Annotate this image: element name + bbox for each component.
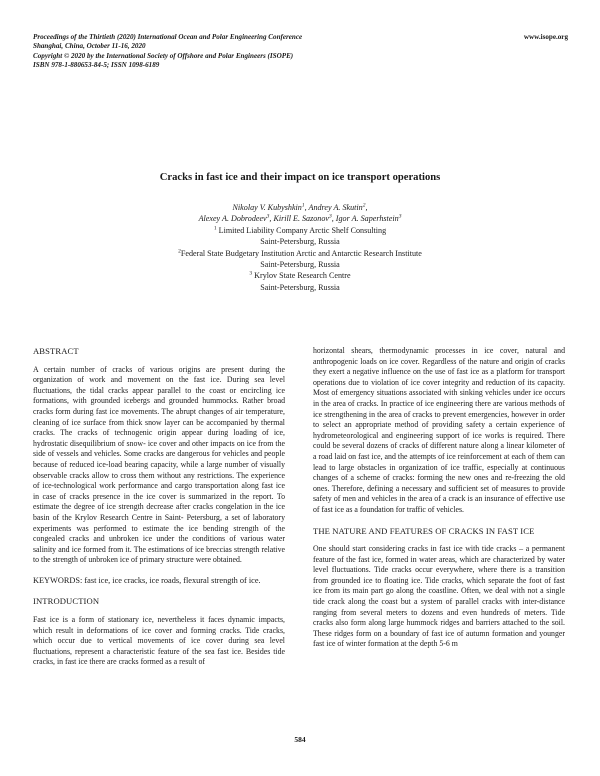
text-line: dozens of cracks of different nature along a linear kilometer of a road <box>313 441 565 461</box>
text-line: the soil. These ridges form on a boundary of fast ice of autumn <box>313 618 565 638</box>
introduction-heading: INTRODUCTION <box>33 596 100 607</box>
text-line: Fast ice is a form of stationary ice, nevertheless it faces dynamic <box>33 615 255 625</box>
abstract-heading: ABSTRACT <box>33 346 79 356</box>
text-line: continuous changes of a scheme of cracks: forming the new ones and <box>313 462 565 483</box>
text-line: can lead to large obstacles in organization of ice traffic, especially at <box>313 451 565 472</box>
header-conference: Proceedings of the Thirtieth (2020) International Ocean and Polar Engineering Conference <box>33 33 303 41</box>
text-line: Regardless of the nature and origin of cracks they exert a negative <box>313 356 566 377</box>
text-line: under the conditions of various water salinity and ice formed from it. <box>33 534 285 554</box>
text-line: cracks allow to cross them without any restrictions. The experience of <box>33 470 285 491</box>
text-line: permanent feature of the fast ice, formed in water areas, which are <box>313 544 565 564</box>
affiliation-3: $^3$ Krylov State Research Centre <box>249 270 351 281</box>
left-column <box>33 346 285 668</box>
text-line: Rather broad cracks form during fast ice movements. The abrupt <box>33 396 285 416</box>
text-line: horizontal shears, thermodynamic processes in ice cover, natural and <box>313 346 565 355</box>
text-line: ice cover and other impacts on ice from the side of vessels and vehicles. <box>33 438 285 459</box>
author-line-2: Alexey A. Dobrodeev$^3$, Kirill E. Sazonov$^3$, Igor A. Saperhstein$^3$ <box>198 213 402 224</box>
text-line: report. To estimate the degree of ice strength decrease after cracks <box>33 491 285 512</box>
text-line: ice. Besides tide cracks, in fast ice there are cracks formed as a result of <box>33 646 285 667</box>
text-line: The estimations of ice breccias strength relative to the strength of <box>33 544 286 565</box>
authors-block <box>30 202 570 293</box>
affiliation-1: $^1$ Limited Liability Company Arctic Shelf Consulting <box>213 225 387 235</box>
nature-section-text <box>313 544 565 650</box>
text-line: providing safety a certain experience of hydrometeorological and <box>313 420 565 440</box>
text-line: everywhere, where there is a transition from grounded ice to floating <box>313 565 565 585</box>
text-line: impacts, which result in deformations of ice cover and forming cracks. <box>33 615 286 635</box>
text-line: set of measures to provide safety of men and vehicles in the area of a <box>313 483 565 504</box>
header-location: Shanghai, China, October 11-16, 2020 <box>33 42 146 51</box>
text-line: ice-load bearing capacity, while a large number of visually observable <box>33 459 285 480</box>
introduction-text <box>33 615 285 668</box>
abstract-text <box>33 365 285 566</box>
text-line: engineering support of ice works is required. There could be several <box>313 430 565 451</box>
affiliation-2: $^2$Federal State Budgetary Institution Arctic and Antarctic Research Institute <box>178 247 422 258</box>
keywords-text: fast ice, ice cracks, ice roads, flexural strength of ice. <box>82 575 261 585</box>
text-line: ice-technological work performance and cargo transportation along fast <box>42 481 273 491</box>
text-line: layer can be accompanied by thermal cracks. The cracks of technogenic <box>33 417 285 438</box>
text-line: unbroken ice of primary structure were obtained. <box>88 555 242 565</box>
text-line: ice formations, with grounded icebergs and grounded hummocks. <box>33 385 285 406</box>
text-line: anthropogenic loads on ice cover. <box>313 356 420 366</box>
affiliation-3-city: Saint-Petersburg, Russia <box>260 282 340 292</box>
page-number: 584 <box>294 735 306 744</box>
author-line-1: Nikolay V. Kubyshkin$^1$, Andrey A. Skutin$^2$, <box>232 202 368 212</box>
text-line: Most of emergency situations associated with sinking vehicles under <box>313 388 531 398</box>
text-line: formation and younger fast ice of winter formation at the depth 5-6 m <box>313 628 565 649</box>
right-column <box>313 346 565 650</box>
text-line: emergencies, however in order to select an appropriate method of <box>313 409 565 430</box>
text-line: ice. Tide cracks, which separate the foot of fast ice from its main part <box>313 575 565 596</box>
affiliation-1-city: Saint-Petersburg, Russia <box>260 237 340 247</box>
text-line: re-freezing the old ones. Therefore, defining a necessary and sufficient <box>313 473 565 493</box>
text-line: the ice bending strength of the congealed cracks and unbroken ice <box>33 523 285 544</box>
text-line: traffic of vehicles. <box>406 504 465 514</box>
header-copyright: Copyright © 2020 by the International Society of Offshore and Polar Engineers (ISOPE) <box>33 51 294 60</box>
keywords <box>33 576 285 587</box>
text-line: characterized by water level fluctuations. Tide cracks occur <box>313 554 565 575</box>
text-line: laid on fast ice, and the attempts of ice reinforcement at each of them <box>334 451 553 461</box>
text-line: A certain number of cracks of various origins are present during the <box>33 364 285 374</box>
text-line: ice occurs in the area of cracks. In practice of ice engineering there are <box>313 388 566 408</box>
text-line: crack is an insurance of effective use of fast ice as a foundation for <box>313 494 565 514</box>
text-line: origin appear during loading of ice, hydrostatic disequilibrium of snow- <box>33 428 285 448</box>
text-line: Petersburg, a set of laboratory experiments was performed to estimate <box>33 512 285 533</box>
text-line: Some cracks are dangerous for vehicles and people because of reduced <box>33 449 285 469</box>
text-line: fluctuations, the tidal cracks appear parallel to the coast or encircling <box>33 385 272 395</box>
text-line: go along the coastline. Often, we deal with not a single tide crack along <box>313 586 565 607</box>
text-line: changes of air temperature, cleaning of ice surface from thick snow <box>33 406 285 427</box>
affiliation-2-city: Saint-Petersburg, Russia <box>260 260 340 270</box>
text-line: the coast but a system of parallel cracks with inter-distance ranging <box>313 597 565 617</box>
text-line: due to violation of ice cover integrity and reduction of its capacity. <box>348 377 565 387</box>
header-isbn: ISBN 978-1-880653-84-5; ISSN 1098-6189 <box>33 61 160 70</box>
text-line: cracks also form along large hummock ridges and barriers attached to <box>313 618 538 628</box>
nature-section-heading: THE NATURE AND FEATURES OF CRACKS IN FAST ICE <box>313 525 535 536</box>
text-line: sea level fluctuations, represent a characteristic feature of the sea fast <box>33 636 285 656</box>
text-line: Tide cracks, which occur due to vertical movements of ice cover during <box>33 625 285 646</box>
text-line: organization of work and movement on the fast ice. During sea level <box>33 375 285 385</box>
text-line: from several meters to dozens and even hundreds of meters. Tide <box>340 607 565 617</box>
paper-title: Cracks in fast ice and their impact on ice transport operations <box>159 172 441 183</box>
proceedings-header <box>33 33 568 71</box>
text-line: One should start considering cracks in fast ice with tide cracks – a <box>313 544 530 554</box>
keywords-label: KEYWORDS: <box>33 575 83 585</box>
text-line: ice in case of cracks presence in the ice cover is summarized in the <box>33 481 286 501</box>
text-line: congelation in the ice basin of the Krylov Research Centre in Saint- <box>33 502 285 522</box>
text-line: various methods of ice strengthening in the area of cracks to prevent <box>313 398 565 419</box>
header-url: www.isope.org <box>523 33 568 41</box>
text-line: influence on the use of fast ice as a platform for transport operations <box>313 367 565 387</box>
introduction-continued-text <box>313 346 565 516</box>
